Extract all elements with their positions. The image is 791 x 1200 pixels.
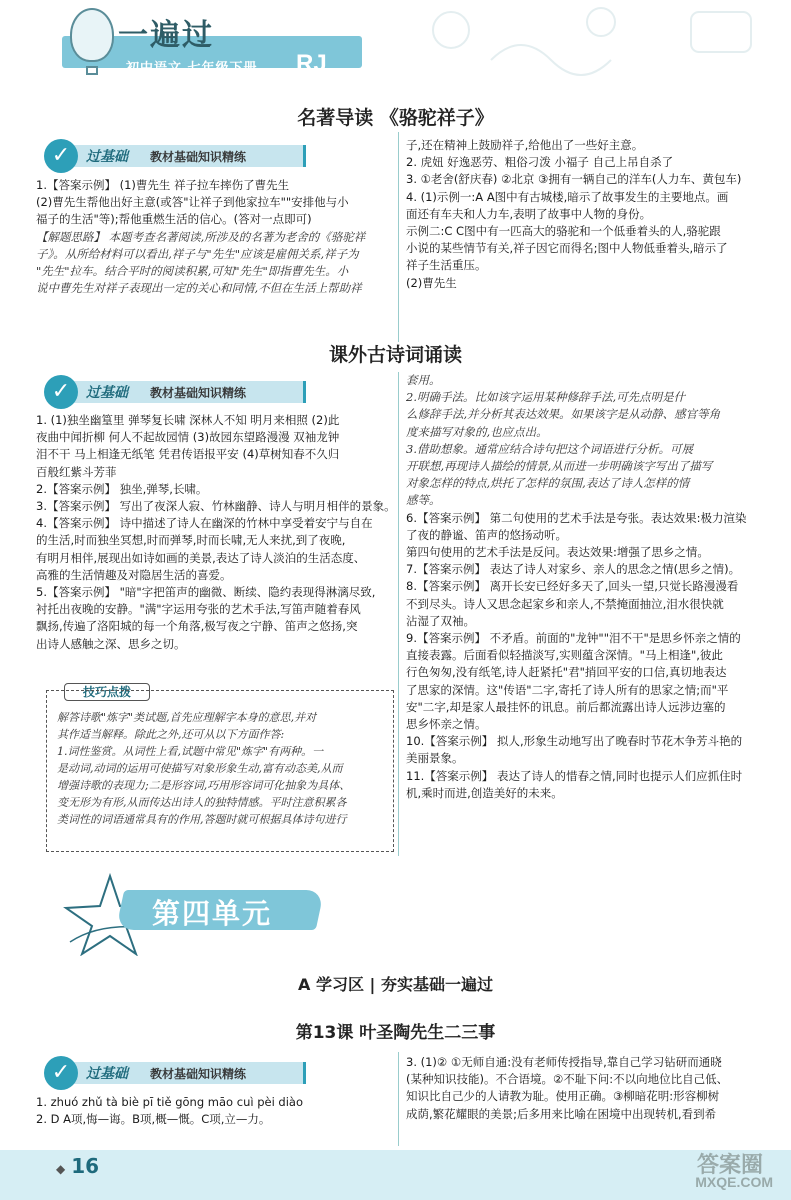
text-line: 9.【答案示例】 不矛盾。前面的"龙钟""泪不干"是思乡怀亲之情的 [406,631,741,646]
text-line: (2)曹先生 [406,275,457,290]
section2-badge [44,375,306,409]
text-line: 8.【答案示例】 离开长安已经好多天了,回头一望,只觉长路漫漫看 [406,579,739,594]
tip-title: 技巧点拨 [64,683,150,701]
text-line: 沾湿了双袖。 [406,613,475,628]
lesson-title: 第13课 叶圣陶先生二三事 [295,1023,496,1043]
unit-title: 第四单元 [152,897,273,930]
text-line: 子,还在精神上鼓励祥子,给他出了一些好主意。 [406,138,644,152]
text-line: 不到尽头。诗人又思念起家乡和亲人,不禁掩面抽泣,泪水很快就 [406,596,724,611]
badge-title: 过基础 [86,1066,128,1082]
text-line: 夜曲中闻折柳 何人不起故园情 (3)故园东望路漫漫 双袖龙钟 [36,430,340,445]
column-divider [398,1052,399,1146]
text-line: 度来描写对象的,也应点出。 [406,424,548,439]
text-line: 安"二字,却是家人最挂怀的讯息。前后都流露出诗人远涉边塞的 [406,699,726,714]
text-line: 有明月相伴,展现出如诗如画的美景,表达了诗人淡泊的生活态度、 [36,550,366,565]
text-line: "先生"拉车。结合平时的阅读积累,可知"先生"即指曹先生。小 [36,264,349,279]
text-line: 6.【答案示例】 第二句使用的艺术手法是夸张。表达效果:极力渲染 [406,510,747,525]
header [0,0,791,86]
text-line: 解答诗歌"炼字"类试题,首先应理解字本身的意思,并对 [57,711,317,724]
text-line: 感等。 [406,493,441,508]
text-line: 祥子生活重压。 [406,258,487,273]
text-line: 子》。从所给材料可以看出,祥子与"先生"应该是雇佣关系,祥子为 [36,246,359,261]
text-line: 2. D A项,悔—诲。B项,概—慨。C项,立—力。 [36,1112,271,1127]
text-line: 变无形为有形,从而传达出诗人的独特情感。平时注意积累各 [57,796,347,809]
text-line: 1. (1)独坐幽篁里 弹琴复长啸 深林人不知 明月来相照 (2)此 [36,413,340,427]
text-line: 美丽景象。 [406,751,464,766]
text-line: 2.明确手法。比如该字运用某种修辞手法,可先点明是什 [406,390,686,405]
text-line: 3. (1)② ①无师自通:没有老师传授指导,靠自己学习钻研而通晓 [406,1055,722,1069]
edition-label: RJ [296,50,327,77]
text-line: 百般红紫斗芳菲 [36,464,117,479]
text-line: 增强诗歌的表现力;二是形容词,巧用形容词可化抽象为具体、 [57,779,351,792]
text-line: 泪不干 马上相逢无纸笔 凭君传语报平安 (4)草树知春不久归 [36,447,340,462]
watermark [633,1148,773,1192]
unit4-right-column [406,1054,768,1123]
text-line: 开联想,再现诗人描绘的情景,从而进一步明确该字写出了描写 [406,459,713,474]
text-line: 高雅的生活情趣及对隐居生活的喜爱。 [36,567,232,582]
text-line: 知识比自己少的人请教为耻。使用正确。③柳暗花明:形容柳树 [406,1089,720,1104]
text-line: 10.【答案示例】 拟人,形象生动地写出了晚春时节花木争芳斗艳的 [406,734,743,749]
text-line: 类词性的词语通常具有的作用,答题时就可根据具体诗句进行 [57,813,347,826]
text-line: (2)曹先生帮他出好主意(或答"让祥子到他家拉车""安排他与小 [36,195,349,210]
badge-subtitle: 教材基础知识精练 [150,150,247,164]
unit4-left-column [36,1094,396,1128]
balloon-icon [70,8,114,62]
watermark-bottom: MXQE.COM [695,1174,773,1190]
text-line: 的生活,时而独坐冥想,时而弹琴,时而长啸,无人来扰,到了夜晚, [36,533,346,548]
text-line: 5.【答案示例】 "暗"字把笛声的幽微、断续、隐约表现得淋漓尽致, [36,585,376,600]
brand-subtitle: 初中语文 七年级下册 [126,61,258,76]
badge-title: 过基础 [86,149,128,165]
text-line: 衬托出夜晚的安静。"满"字运用夸张的艺术手法,写笛声随着春风 [36,602,361,617]
text-line: 是动词,动词的运用可使描写对象形象生动,富有动态美,从而 [57,762,343,775]
unit4-banner [60,872,320,956]
section-title-luotuo: 名著导读 《骆驼祥子》 [297,107,494,129]
text-line: 说中曹先生对祥子表现出一定的关心和同情,不但在生活上帮助祥 [36,281,362,296]
brand-title: 一遍过 [118,18,214,53]
balloon-basket-icon [86,66,98,75]
section2-right-column [406,372,768,802]
unit4-badge [44,1056,306,1090]
text-line: 1. zhuó zhǔ tà biè pī tiě gōng māo cuì pèi diào [36,1095,304,1109]
check-icon: ✓ [44,1056,78,1090]
page-number: ◆ 16 [56,1154,100,1178]
check-icon: ✓ [44,139,78,173]
text-line: 3.【答案示例】 写出了夜深人寂、竹林幽静、诗人与明月相伴的景象。 [36,499,396,514]
text-line: 成荫,繁花耀眼的美景;后多用来比喻在困境中出现转机,看到希 [406,1106,717,1121]
text-line: 4. (1)示例一:A A图中有古城楼,暗示了故事发生的主要地点。画 [406,189,729,204]
text-line: 2. 虎妞 好逸恶劳、粗俗刁泼 小福子 自己上吊自杀了 [406,155,674,170]
section1-left-column [36,177,396,297]
text-line: 对象怎样的特点,烘托了怎样的氛围,表达了诗人怎样的情 [406,476,690,491]
text-line: 福子的生活"等);帮他重燃生活的信心。(答对一点即可) [36,212,312,227]
section1-right-column [406,137,766,292]
text-line: 3.借助想象。通常应结合诗句把这个词语进行分析。可展 [406,441,693,456]
study-area-title: A 学习区 | 夯实基础一遍过 [298,975,493,994]
text-line: 小说的某些情节有关,祥子因它而得名;图中人物低垂着头,暗示了 [406,241,728,256]
section2-left-column [36,412,396,653]
section1-badge [44,139,306,173]
text-line: 示例二:C C图中有一匹高大的骆驼和一个低垂着头的人,骆驼跟 [406,224,721,239]
text-line: 【解题思路】 本题考查名著阅读,所涉及的名著为老舍的《骆驼祥 [36,229,366,244]
text-line: 面还有车夫和人力车,表明了故事中人物的身份。 [406,206,652,221]
text-line: (某种知识技能)。不合语境。②不耻下问:不以向地位比自己低、 [406,1072,729,1087]
text-line: 了思家的深情。这"传语"二字,寄托了诗人所有的思家之情;而"平 [406,682,729,697]
text-line: 其作适当解释。除此之外,还可从以下方面作答: [57,728,285,741]
text-line: 7.【答案示例】 表达了诗人对家乡、亲人的思念之情(思乡之情)。 [406,562,741,577]
text-line: 1.【答案示例】 (1)曹先生 祥子拉车摔伤了曹先生 [36,178,290,192]
column-divider [398,132,399,342]
badge-subtitle: 教材基础知识精练 [150,386,247,400]
header-doodle-icon [371,0,791,86]
text-line: 3. ①老舍(舒庆春) ②北京 ③拥有一辆自己的洋车(人力车、黄包车) [406,172,742,187]
check-icon: ✓ [44,375,78,409]
page-leaf-icon: ◆ [56,1162,66,1176]
badge-title: 过基础 [86,385,128,401]
text-line: 4.【答案示例】 诗中描述了诗人在幽深的竹林中享受着安宁与自在 [36,516,373,531]
watermark-top: 答案圈 [696,1153,763,1178]
text-line: 1.词性鉴赏。从词性上看,试题中常见"炼字"有两种。一 [57,745,324,758]
text-line: 出诗人感触之深、思乡之切。 [36,636,186,651]
text-line: 套用。 [406,373,441,387]
text-line: 机,乘时而进,创造美好的未来。 [406,785,563,800]
tip-box [46,690,394,852]
section-title-poetry: 课外古诗词诵读 [328,344,462,366]
text-line: 第四句使用的艺术手法是反问。表达效果:增强了思乡之情。 [406,545,709,560]
text-line: 行色匆匆,没有纸笔,诗人赶紧托"君"捎回平安的口信,真切地表达 [406,665,727,680]
column-divider [398,372,399,856]
text-line: 么修辞手法,并分析其表达效果。如果该字是从动静、感官等角 [406,407,721,422]
text-line: 了夜的静谧、笛声的悠扬动听。 [406,527,567,542]
text-line: 飘扬,传遍了洛阳城的每一个角落,极写夜之宁静、笛声之悠扬,突 [36,619,358,634]
text-line: 直接表露。后面看似轻描淡写,实则蕴含深情。"马上相逢",彼此 [406,648,723,663]
text-line: 11.【答案示例】 表达了诗人的惜春之情,同时也提示人们应抓住时 [406,768,743,783]
text-line: 2.【答案示例】 独坐,弹琴,长啸。 [36,481,208,496]
text-line: 思乡怀亲之情。 [406,717,487,732]
badge-subtitle: 教材基础知识精练 [150,1067,247,1081]
